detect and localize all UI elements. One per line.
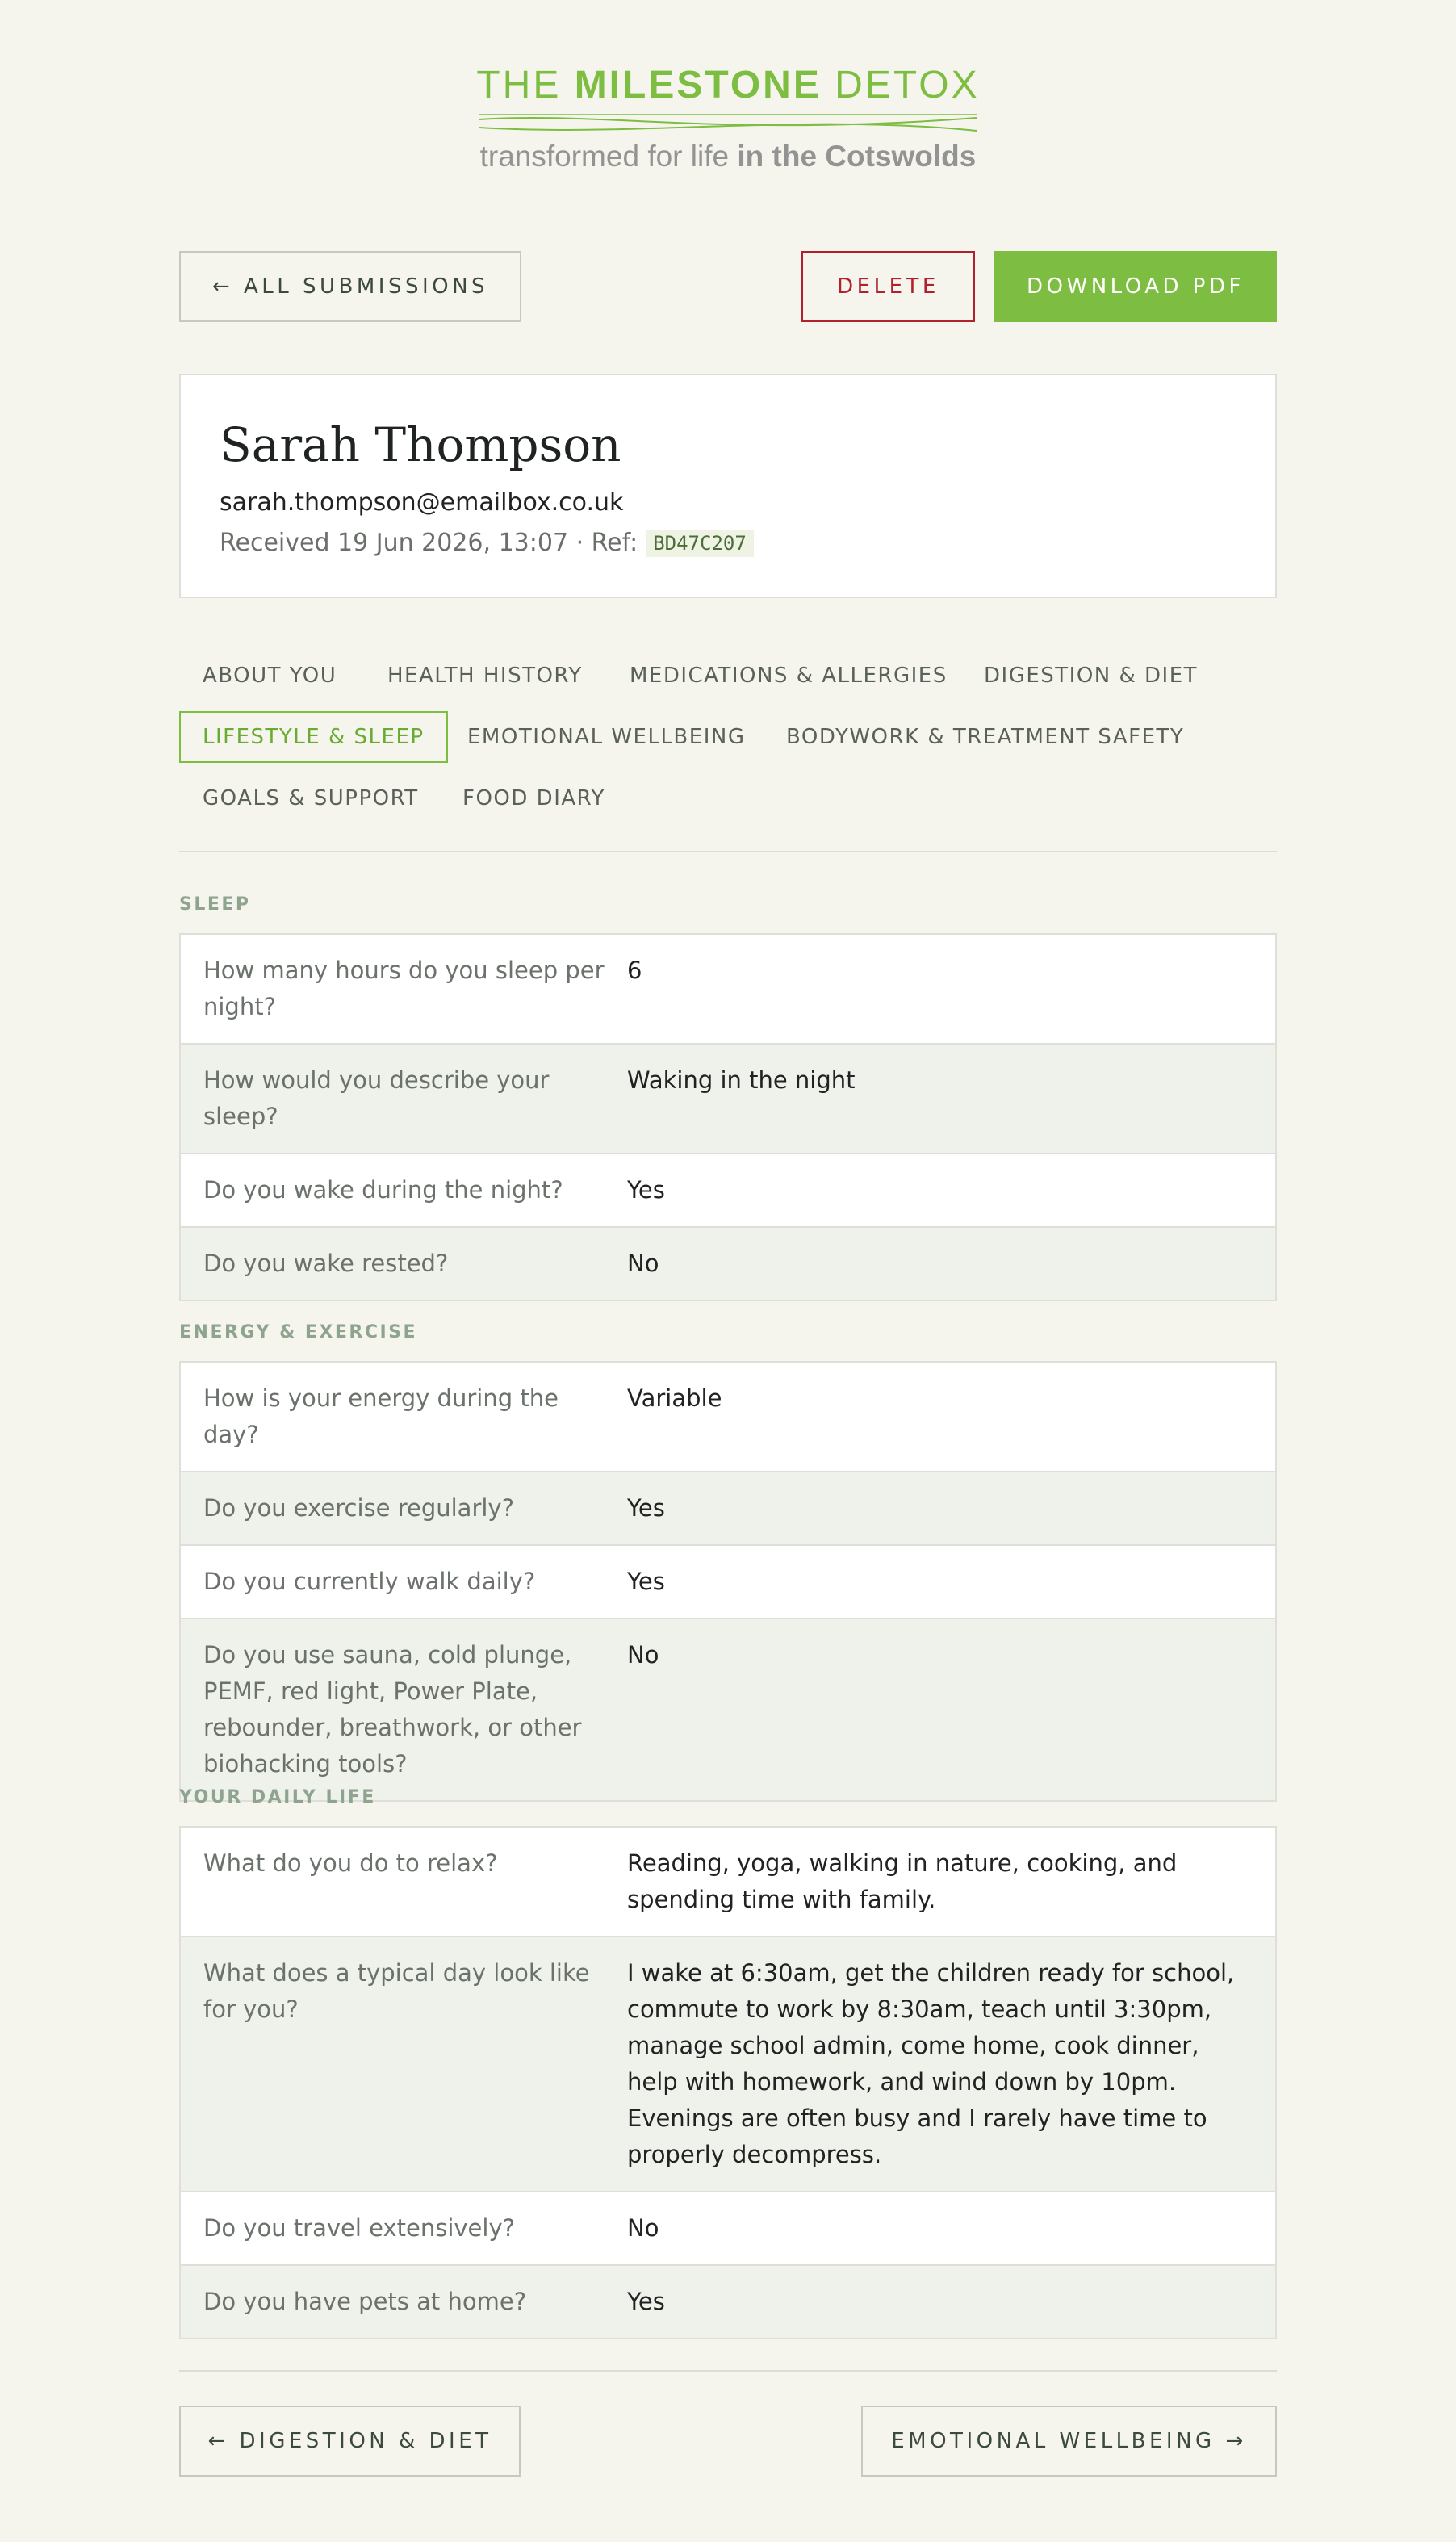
answer: Yes xyxy=(627,1494,665,1522)
received-text: Received 19 Jun 2026, 13:07 · Ref: xyxy=(220,529,638,557)
qa-table-sleep xyxy=(179,933,1277,1301)
answer: Yes xyxy=(627,1176,665,1204)
tab-lifestyle-sleep[interactable]: LIFESTYLE & SLEEP xyxy=(179,711,448,763)
tab-bodywork-treatment-safety[interactable]: BODYWORK & TREATMENT SAFETY xyxy=(786,725,1185,749)
submitter-email: sarah.thompson@emailbox.co.uk xyxy=(220,488,624,517)
question: What does a typical day look like for you? xyxy=(203,1959,590,2023)
tab-goals-support[interactable]: GOALS & SUPPORT xyxy=(203,786,419,810)
answer: Yes xyxy=(627,2288,665,2315)
answer: Yes xyxy=(627,1568,665,1595)
table-row xyxy=(181,1363,1275,1471)
question: How many hours do you sleep per night? xyxy=(203,957,605,1020)
next-section-button[interactable]: EMOTIONAL WELLBEING → xyxy=(861,2406,1277,2477)
table-row xyxy=(181,1153,1275,1226)
question: Do you travel extensively? xyxy=(203,2214,516,2242)
table-row xyxy=(181,1618,1275,1800)
tab-digestion-diet[interactable]: DIGESTION & DIET xyxy=(984,664,1199,688)
tab-food-diary[interactable]: FOOD DIARY xyxy=(462,786,605,810)
answer: No xyxy=(627,1250,659,1277)
table-row xyxy=(181,1043,1275,1153)
table-row xyxy=(181,1471,1275,1544)
question: Do you have pets at home? xyxy=(203,2288,527,2315)
all-submissions-button[interactable]: ← ALL SUBMISSIONS xyxy=(179,251,521,322)
table-row xyxy=(181,2264,1275,2338)
question: Do you wake during the night? xyxy=(203,1176,563,1204)
table-row xyxy=(181,2191,1275,2264)
answer: I wake at 6:30am, get the children ready for school, commute to work by 8:30am, teach until 3:30pm, manage school admin, come home, cook dinner, help with homework, and wind down by 10pm. Evenings are often busy and I rarely have time to properly decompress. xyxy=(627,1959,1235,2168)
question: How would you describe your sleep? xyxy=(203,1066,550,1130)
logo-title: THE MILESTONE DETOX xyxy=(476,64,980,107)
table-row xyxy=(181,1828,1275,1936)
answer: 6 xyxy=(627,957,642,984)
answer: Waking in the night xyxy=(627,1066,856,1094)
table-row xyxy=(181,935,1275,1043)
tab-about-you[interactable]: ABOUT YOU xyxy=(203,664,337,688)
submission-header-card xyxy=(179,374,1277,598)
tabs-divider xyxy=(179,851,1277,852)
logo-tagline: transformed for life in the Cotswolds xyxy=(479,140,977,173)
question: Do you use sauna, cold plunge, PEMF, red light, Power Plate, rebounder, breathwork, or other biohacking tools? xyxy=(203,1641,582,1778)
section-title-energy-exercise: ENERGY & EXERCISE xyxy=(179,1322,418,1342)
qa-table-energy-exercise xyxy=(179,1361,1277,1802)
answer: No xyxy=(627,2214,659,2242)
table-row xyxy=(181,1936,1275,2191)
section-title-sleep: SLEEP xyxy=(179,894,251,915)
qa-table-daily-life xyxy=(179,1826,1277,2339)
question: Do you wake rested? xyxy=(203,1250,449,1277)
answer: Variable xyxy=(627,1384,722,1412)
answer: No xyxy=(627,1641,659,1669)
question: Do you exercise regularly? xyxy=(203,1494,514,1522)
ref-code: BD47C207 xyxy=(646,530,754,557)
section-title-daily-life: YOUR DAILY LIFE xyxy=(179,1787,376,1807)
download-pdf-button[interactable]: DOWNLOAD PDF xyxy=(994,251,1277,322)
tab-emotional-wellbeing[interactable]: EMOTIONAL WELLBEING xyxy=(467,725,746,749)
prev-section-button[interactable]: ← DIGESTION & DIET xyxy=(179,2406,521,2477)
question: Do you currently walk daily? xyxy=(203,1568,536,1595)
submitter-name: Sarah Thompson xyxy=(220,417,621,472)
submission-meta xyxy=(220,529,754,557)
table-row xyxy=(181,1226,1275,1300)
bottom-divider xyxy=(179,2370,1277,2372)
question: What do you do to relax? xyxy=(203,1849,498,1877)
answer: Reading, yoga, walking in nature, cooking, and spending time with family. xyxy=(627,1849,1178,1913)
logo-waves-graphic xyxy=(478,110,978,139)
tab-medications-allergies[interactable]: MEDICATIONS & ALLERGIES xyxy=(630,664,948,688)
question: How is your energy during the day? xyxy=(203,1384,559,1448)
tab-health-history[interactable]: HEALTH HISTORY xyxy=(387,664,583,688)
delete-button[interactable]: DELETE xyxy=(801,251,975,322)
table-row xyxy=(181,1544,1275,1618)
brand-logo xyxy=(0,63,1456,192)
